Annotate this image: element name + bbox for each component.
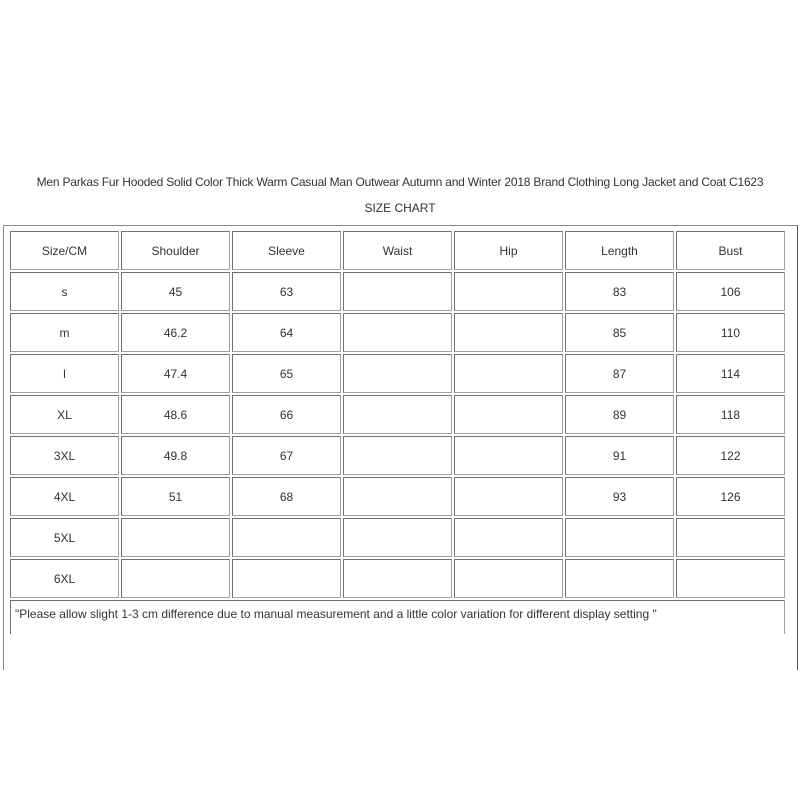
header-cell-waist: Waist	[343, 231, 452, 270]
waist-cell	[343, 477, 452, 516]
bust-cell: 122	[676, 436, 785, 475]
product-title: Men Parkas Fur Hooded Solid Color Thick Warm Casual Man Outwear Autumn and Winter 2018 Brand Clothing Long Jacket and Coat C1623	[36, 175, 764, 189]
hip-cell	[454, 272, 563, 311]
hip-cell	[454, 354, 563, 393]
size-cell: l	[10, 354, 119, 393]
hip-cell	[454, 477, 563, 516]
header-cell-bust: Bust	[676, 231, 785, 270]
bust-cell: 118	[676, 395, 785, 434]
sleeve-cell: 67	[232, 436, 341, 475]
shoulder-cell	[121, 518, 230, 557]
length-cell: 93	[565, 477, 674, 516]
length-cell	[565, 518, 674, 557]
size-cell: 3XL	[10, 436, 119, 475]
size-cell: XL	[10, 395, 119, 434]
size-chart-table	[8, 229, 787, 636]
sleeve-cell: 66	[232, 395, 341, 434]
table-row	[10, 272, 785, 311]
sleeve-cell: 64	[232, 313, 341, 352]
length-cell: 91	[565, 436, 674, 475]
bust-cell	[676, 518, 785, 557]
sleeve-cell: 68	[232, 477, 341, 516]
hip-cell	[454, 436, 563, 475]
waist-cell	[343, 272, 452, 311]
length-cell: 87	[565, 354, 674, 393]
size-cell: m	[10, 313, 119, 352]
header-cell-sleeve: Sleeve	[232, 231, 341, 270]
shoulder-cell: 47.4	[121, 354, 230, 393]
waist-cell	[343, 354, 452, 393]
header-cell-hip: Hip	[454, 231, 563, 270]
sleeve-cell: 63	[232, 272, 341, 311]
length-cell: 89	[565, 395, 674, 434]
sleeve-cell	[232, 518, 341, 557]
table-row	[10, 477, 785, 516]
size-chart-heading: SIZE CHART	[364, 201, 436, 215]
size-cell: 4XL	[10, 477, 119, 516]
hip-cell	[454, 313, 563, 352]
sleeve-cell: 65	[232, 354, 341, 393]
bust-cell	[676, 559, 785, 598]
table-header-row	[10, 231, 785, 270]
shoulder-cell: 49.8	[121, 436, 230, 475]
size-cell: s	[10, 272, 119, 311]
shoulder-cell: 48.6	[121, 395, 230, 434]
bust-cell: 126	[676, 477, 785, 516]
hip-cell	[454, 559, 563, 598]
bust-cell: 106	[676, 272, 785, 311]
waist-cell	[343, 395, 452, 434]
hip-cell	[454, 518, 563, 557]
table-row	[10, 313, 785, 352]
length-cell: 83	[565, 272, 674, 311]
table-row	[10, 518, 785, 557]
header-cell-size: Size/CM	[10, 231, 119, 270]
bust-cell: 114	[676, 354, 785, 393]
shoulder-cell: 46.2	[121, 313, 230, 352]
measurement-note: "Please allow slight 1-3 cm difference due to manual measurement and a little color variation for different display setting "	[10, 600, 785, 634]
waist-cell	[343, 518, 452, 557]
shoulder-cell	[121, 559, 230, 598]
table-row	[10, 559, 785, 598]
shoulder-cell: 51	[121, 477, 230, 516]
table-row	[10, 395, 785, 434]
hip-cell	[454, 395, 563, 434]
length-cell	[565, 559, 674, 598]
header-cell-length: Length	[565, 231, 674, 270]
shoulder-cell: 45	[121, 272, 230, 311]
size-cell: 6XL	[10, 559, 119, 598]
header-cell-shoulder: Shoulder	[121, 231, 230, 270]
table-row	[10, 354, 785, 393]
length-cell: 85	[565, 313, 674, 352]
bust-cell: 110	[676, 313, 785, 352]
table-row	[10, 436, 785, 475]
size-chart-frame	[3, 225, 798, 670]
sleeve-cell	[232, 559, 341, 598]
waist-cell	[343, 559, 452, 598]
waist-cell	[343, 313, 452, 352]
size-cell: 5XL	[10, 518, 119, 557]
note-row	[10, 600, 785, 634]
waist-cell	[343, 436, 452, 475]
